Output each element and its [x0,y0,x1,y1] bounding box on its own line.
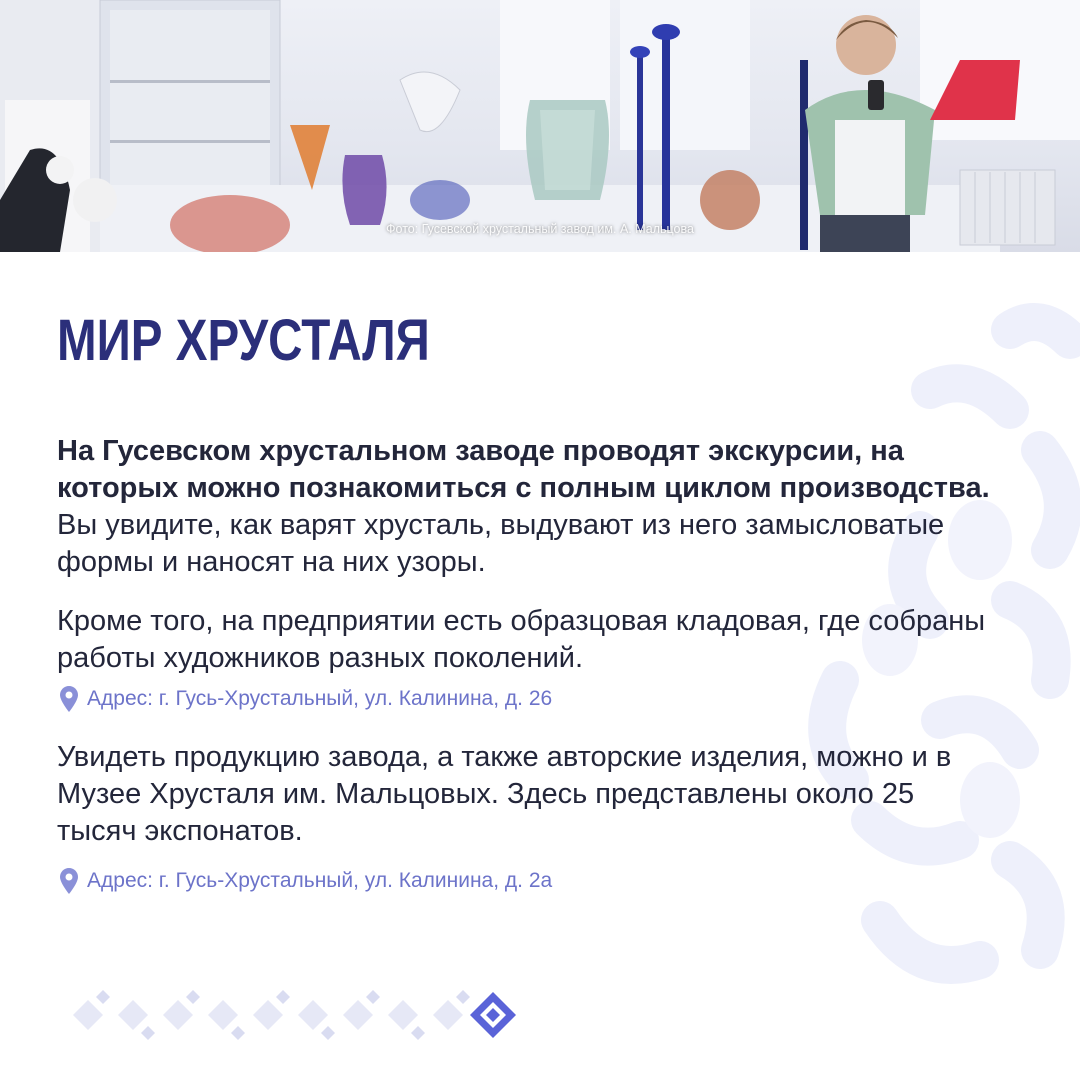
header-photo [0,0,1080,252]
ornament-strip [58,985,528,1045]
factory-address [60,684,552,714]
photo-credit: Фото: Гусевской хрустальный завод им. А. Мальцова [386,222,694,236]
museum-paragraph: Увидеть продукцию завода, а также авторские изделия, можно и в Музее Хрусталя им. Мальцовых. Здесь представлены около 25 тысяч экспонатов. [57,741,952,847]
location-pin-icon [60,686,78,712]
location-pin-icon [60,868,78,894]
museum-address [60,866,552,896]
intro-regular-text: Вы увидите, как варят хрусталь, выдувают из него замысловатые формы и наносят на них узоры. [57,509,945,578]
factory-address-text: Адрес: г. Гусь-Хрустальный, ул. Калинина, д. 26 [87,687,553,710]
storeroom-paragraph: Кроме того, на предприятии есть образцовая кладовая, где собраны работы художников разных поколений. [57,605,986,674]
page-title: МИР ХРУСТАЛЯ [57,308,430,373]
museum-address-text: Адрес: г. Гусь-Хрустальный, ул. Калинина, д. 2а [87,869,553,892]
crystal-showroom-image [0,0,1080,252]
intro-bold-text: На Гусевском хрустальном заводе проводят экскурсии, на которых можно познакомиться с полным циклом производства. [57,435,990,504]
ornament-diamond-icon [470,992,516,1038]
intro-paragraph [57,433,997,581]
